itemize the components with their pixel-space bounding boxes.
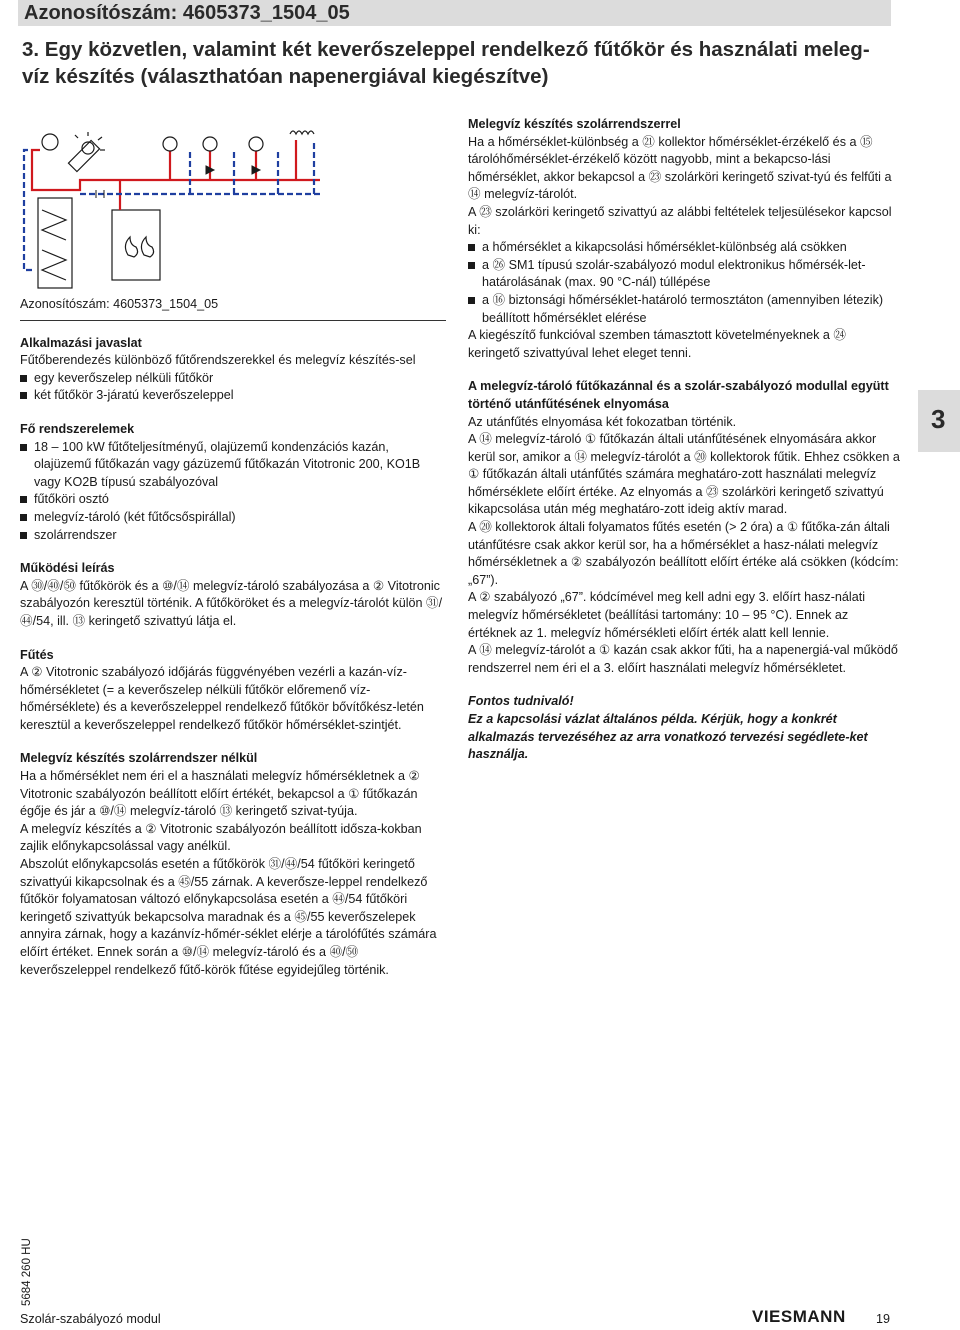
note-heading: Fontos tudnivaló! (468, 694, 574, 709)
return-pipes (24, 140, 320, 270)
application-bullet: két fűtőkör 3-járatú keverőszeleppel (20, 387, 446, 405)
dhw-solar-bullet: a ㉖ SM1 típusú szolár-szabályozó modul elektronikus hőmérsék-let-határolásának (max. 90 °C-nál) túllépése (468, 257, 900, 292)
main-title-line-1: 3. Egy közvetlen, valamint két keverőszeleppel rendelkező fűtőkör és használati meleg- (22, 38, 870, 61)
application-text: Fűtőberendezés különböző fűtőrendszerekkel és melegvíz készítés-sel (20, 353, 416, 368)
viessmann-logo (752, 1305, 856, 1329)
reheat-paragraph: A ⑳ kollektorok általi folyamatos fűtés esetén (> 2 óra) a ① fűtőka-zán általi utánfűtésre csak akkor kerül sor, ha a hőmérséklet a hasz-nálati melegvíz hőmérsékletnek a ② szabályozón beállított előírt értéke alá csökken (kódcím: „67”). (468, 520, 899, 587)
dhw-tank-icon (38, 198, 72, 288)
right-column (468, 116, 900, 764)
dhw-no-solar-paragraph: Abszolút előnykapcsolás esetén a fűtőkörök ㉛/㊹/54 fűtőköri keringető szivattyúi kikapcsolnak és a ㊺/55 zárnak. A keverősze-leppel rendelkező fűtőkör folyamatosan változó előnykapcsolása esetén a ㊹/54 fűtőköri keringető szivattyúk bekapcsolva maradnak és a ㊺/55 keverőszelepek annyira zárnak, hogy a kazánvíz-hőmér-séklet elérje a tárolófűtés számára előírt értéket. Ennek során a ⑩/⑭ melegvíz-tároló és a ㊵/㊿ keverőszeleppel rendelkező fűtő-körök fűtése egyidejűleg történik. (20, 857, 437, 977)
diagram-id: Azonosítószám: 4605373_1504_05 (20, 297, 219, 311)
reheat-heading: A melegvíz-tároló fűtőkazánnal és a szolár-szabályozó modullal együtt történő utánfűtésének elnyomása (468, 379, 889, 411)
main-title (22, 36, 902, 90)
system-schematic (20, 120, 450, 295)
components-bullet: 18 – 100 kW fűtőteljesítményű, olajüzemű kondenzációs kazán, olajüzemű fűtőkazán vagy gázüzemű fűtőkazán Vitotronic 200, KO1B vagy KO2B típusú szabályozóval (20, 439, 446, 492)
dhw-solar-p1: Ha a hőmérséklet-különbség a ㉑ kollektor hőmérséklet-érzékelő és a ⑮ tárolóhőmérséklet-érzékelő között nagyobb, mint a bekapcso-lási hőmérséklet, akkor bekapcsol a ㉓ szolárköri keringető szivat-tyú és felfűti a ⑭ melegvíz-tárolót. (468, 134, 892, 202)
dhw-solar-bullet: a hőmérséklet a kikapcsolási hőmérséklet-különbség alá csökken (468, 239, 900, 257)
heating-text: A ② Vitotronic szabályozó időjárás függvényében vezérli a kazán-víz-hőmérsékletet (= a keverőszelep nélküli fűtőkör előremenő víz-hőmérséklete) és a keverőszeleppel rendelkező fűtőkör bővítőkész-letén keresztül a keverőszeleppel rendelkező fűtőkör hőmérséklet-szintjét. (20, 665, 424, 732)
reheat-paragraph: A ⑭ melegvíz-tárolót a ① kazán csak akkor fűti, ha a napenergiá-val működő rendszerrel nem éri el a 3. előírt használati melegvíz hőmérsékletet. (468, 643, 898, 675)
components-heading: Fő rendszerelemek (20, 421, 135, 436)
divider (20, 320, 446, 321)
dhw-solar-bullet: a ⑯ biztonsági hőmérséklet-határoló termosztáton (amennyiben létezik) beállított hőmérséklet elérése (468, 292, 900, 327)
dhw-solar-heading: Melegvíz készítés szolárrendszerrel (468, 117, 681, 131)
boiler-icon (112, 210, 160, 280)
reheat-paragraph: Az utánfűtés elnyomása két fokozatban történik. (468, 414, 737, 429)
components-bullet: melegvíz-tároló (két fűtőcsőspirállal) (20, 509, 446, 527)
circuit-pump-icons (163, 137, 263, 151)
reheat-paragraph: A ⑭ melegvíz-tároló ① fűtőkazán általi utánfűtésének elnyomására akkor kerül sor, amikor a ⑭ melegvíz-tárolót a ⑳ kollektorok fűtik. Ehhez csökken a ① fűtőkazán általi utánfűtés számára meghatáro-zott használati melegvíz hőmérséklete előírt értéke. Az elnyomás a ㉓ szolárköri keringető szivattyú kikapcsolása után még meghatáro-zott ideig aktív marad. (468, 432, 900, 517)
footer-module-name: Szolár-szabályozó modul (20, 1312, 161, 1326)
chapter-tab (918, 390, 960, 452)
dhw-no-solar-paragraph: Ha a hőmérséklet nem éri el a használati melegvíz hőmérsékletnek a ② Vitotronic szabályozón beállított előírt értékét, bekapcsol a ① fűtőkazán égője és jár a ⑩/⑭ melegvíz-tároló ⑬ keringető szivat-tyúja. (20, 769, 420, 819)
header-title: Azonosítószám: 4605373_1504_05 (24, 2, 350, 24)
components-bullet: szolárrendszer (20, 527, 446, 545)
solar-pump-icon (42, 134, 58, 150)
chapter-tab-label: 3 (931, 404, 946, 434)
logo-text: VIESMANN (752, 1307, 846, 1326)
components-bullet: fűtőköri osztó (20, 491, 446, 509)
solar-collector-icon (68, 132, 105, 172)
note-text: Ez a kapcsolási vázlat általános példa. Kérjük, hogy a konkrét alkalmazás tervezéséhez az arra vonatkozó tervezési segédlete-ket használja. (468, 712, 868, 762)
operation-heading: Működési leírás (20, 561, 115, 576)
dhw-no-solar-paragraph: A melegvíz készítés a ② Vitotronic szabályozón beállított idősza-kokban zajlik előnykapcsolással vagy anélkül. (20, 821, 422, 854)
supply-pipes (32, 140, 320, 210)
application-heading: Alkalmazási javaslat (20, 335, 142, 350)
reheat-paragraph: A ② szabályozó „67”. kódcímével meg kell adni egy 3. előírt hasz-nálati melegvíz hőmérsékletet (beállítási tartomány: 10 – 95 °C). Ennek az értéknek az 1. melegvíz hőmérsékleti előírt érték alatt kell lennie. (468, 590, 865, 640)
heating-heading: Fűtés (20, 647, 54, 662)
dhw-solar-p2: A ㉓ szolárköri keringető szivattyú az alábbi feltételek teljesülésekor kapcsol ki: (468, 204, 892, 237)
main-title-line-2: víz készítés (választhatóan napenergiával kiegészítve) (22, 65, 549, 88)
operation-text: A ㉚/㊵/㊿ fűtőkörök és a ⑩/⑭ melegvíz-tároló szabályozása a ② Vitotronic szabályozón keresztül történik. A fűtőköröket és a melegvíz-tárolót külön ㉛/㊹/54, ill. ⑬ keringető szivattyú látja el. (20, 578, 443, 628)
document-code: 5684 260 HU (21, 1238, 33, 1306)
dhw-solar-p3: A kiegészítő funkcióval szemben támasztott követelményeknek a ㉔ keringető szivattyúval lehet eleget tenni. (468, 328, 846, 360)
dhw-no-solar-heading: Melegvíz készítés szolárrendszer nélkül (20, 751, 258, 766)
radiator-icon (290, 131, 314, 134)
left-column (20, 296, 446, 979)
page-number: 19 (876, 1312, 891, 1326)
application-bullet: egy keverőszelep nélküli fűtőkör (20, 370, 446, 388)
